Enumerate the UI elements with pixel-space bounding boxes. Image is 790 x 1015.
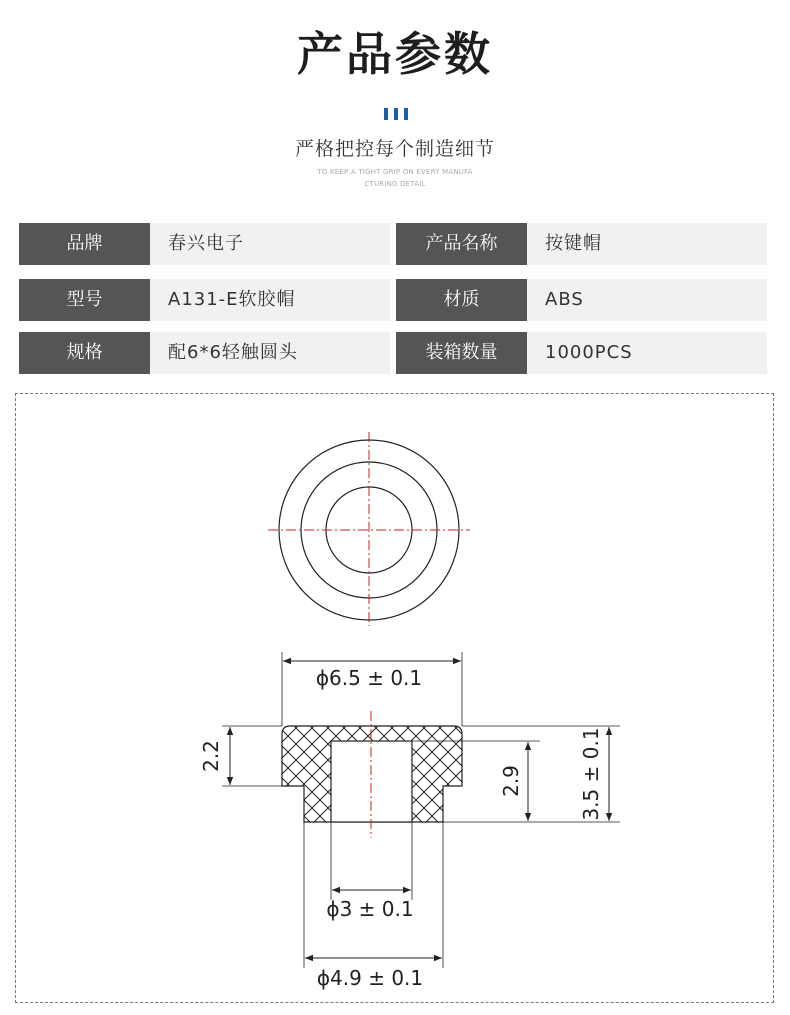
caption-line-2: CTURING DETAIL: [364, 180, 426, 188]
page-title: 产品参数: [297, 27, 493, 81]
spec-label-product-name: 产品名称: [396, 223, 527, 265]
spec-label-model: 型号: [19, 279, 150, 321]
dim-bottom-width: ϕ4.9 ± 0.1: [316, 966, 424, 990]
spec-value-brand: 春兴电子: [150, 223, 390, 265]
section-view: [199, 652, 620, 990]
dim-left-height: 2.2: [199, 740, 223, 772]
dim-top-width: ϕ6.5 ± 0.1: [315, 666, 423, 690]
dim-total-height: 3.5 ± 0.1: [579, 727, 603, 821]
spec-label-spec: 规格: [19, 332, 150, 374]
spec-label-packing-qty: 装箱数量: [396, 332, 527, 374]
spec-value-product-name: 按键帽: [527, 223, 767, 265]
spec-value-spec: 配6*6轻触圆头: [150, 332, 390, 374]
spec-label-material: 材质: [396, 279, 527, 321]
caption-line-1: TO KEEP A TIGHT GRIP ON EVERY MANUFA: [317, 168, 473, 176]
spec-value-packing-qty: 1000PCS: [527, 332, 767, 374]
top-view: [268, 432, 470, 626]
spec-value-material: ABS: [527, 279, 767, 321]
dim-hole: ϕ3 ± 0.1: [326, 897, 414, 921]
spec-label-brand: 品牌: [19, 223, 150, 265]
page-subtitle: 严格把控每个制造细节: [294, 138, 495, 160]
spec-value-model: A131-E软胶帽: [150, 279, 390, 321]
dim-inner-height: 2.9: [499, 765, 523, 797]
